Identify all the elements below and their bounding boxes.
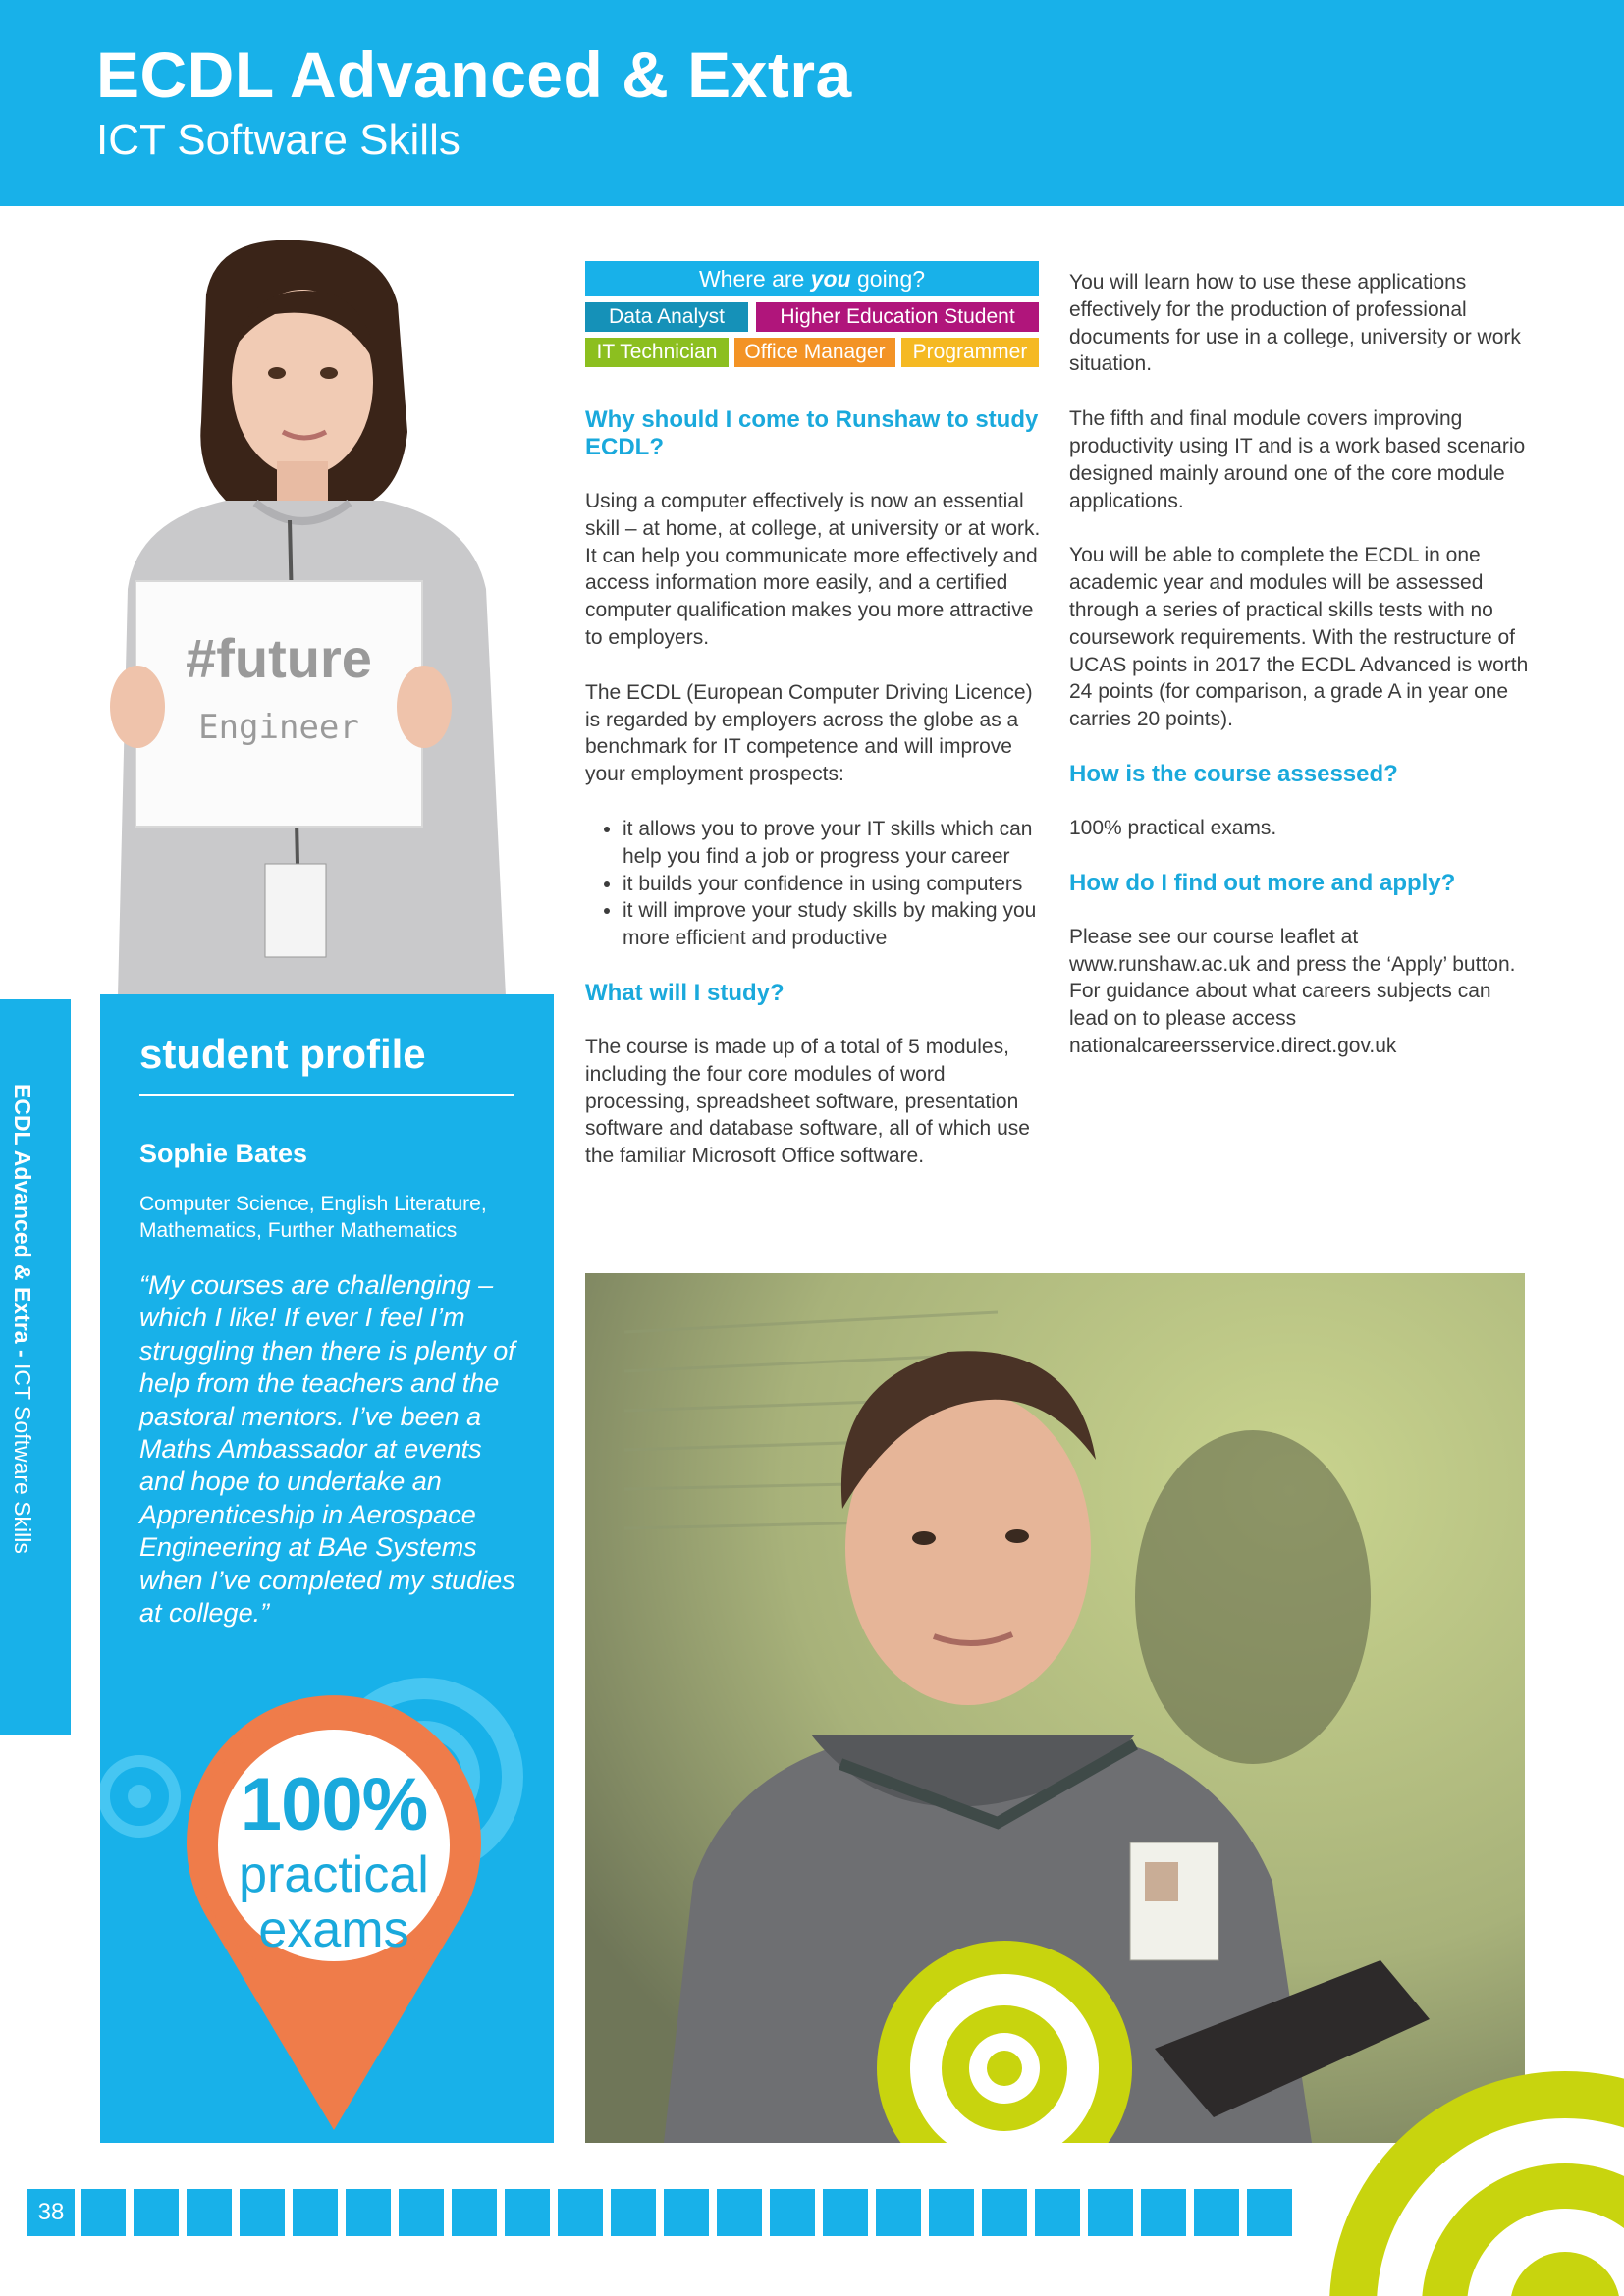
heading-why-runshaw: Why should I come to Runshaw to study ECDL? <box>585 406 1039 460</box>
footer-square <box>1194 2189 1239 2236</box>
list-item: • it allows you to prove your IT skills which can help you find a job or progress your career <box>623 816 1047 871</box>
footer-square <box>1088 2189 1133 2236</box>
footer-square <box>558 2189 603 2236</box>
footer-square <box>1035 2189 1080 2236</box>
column-left <box>585 406 1047 1198</box>
footer-square <box>770 2189 815 2236</box>
paragraph-fifth-module: The fifth and final module covers improving productivity using IT and is a work based scenario designed mainly around one of the core module applications. <box>1069 407 1526 512</box>
career-tag-programmer: Programmer <box>901 338 1039 367</box>
footer-square <box>452 2189 497 2236</box>
career-tag-higher-education-student: Higher Education Student <box>756 302 1039 332</box>
student-photo <box>59 236 569 996</box>
page-subtitle: ICT Software Skills <box>96 116 460 164</box>
heading-what-study: What will I study? <box>585 979 785 1006</box>
profile-divider <box>139 1094 514 1096</box>
heading-apply: How do I find out more and apply? <box>1069 869 1456 896</box>
profile-subjects: Computer Science, English Literature, Mathematics, Further Mathematics <box>139 1193 487 1242</box>
career-tag-data-analyst: Data Analyst <box>585 302 748 332</box>
career-tag-it-technician: IT Technician <box>585 338 729 367</box>
footer-square <box>982 2189 1027 2236</box>
badge-text-exams: exams <box>258 1901 409 1958</box>
column-right <box>1069 269 1531 1088</box>
footer-square <box>240 2189 285 2236</box>
paragraph-applications: You will learn how to use these applications effectively for the production of professional documents for use in a college, university or work situation. <box>1069 271 1521 376</box>
footer-square <box>1141 2189 1186 2236</box>
footer-square <box>717 2189 762 2236</box>
sign-text-engineer: Engineer <box>198 708 359 747</box>
page-number: 38 <box>37 2199 65 2225</box>
sign-text-future: #future <box>186 627 372 689</box>
footer-square <box>929 2189 974 2236</box>
profile-name: Sophie Bates <box>139 1139 308 1168</box>
footer-square <box>293 2189 338 2236</box>
list-item: • it will improve your study skills by making you more efficient and productive <box>623 897 1047 952</box>
footer-square <box>823 2189 868 2236</box>
footer-square <box>505 2189 550 2236</box>
paragraph-assessment: 100% practical exams. <box>1069 816 1277 839</box>
student-photo-boy <box>585 1273 1525 2143</box>
footer-square <box>187 2189 232 2236</box>
benefits-list <box>585 816 1047 952</box>
profile-quote: “My courses are challenging – which I like! If ever I feel I’m struggling then there is plenty of help from the teachers and the pastoral mentors. I’ve been a Maths Ambassador at events and hope to undertake an Apprenticeship in Aerospace Engineering at BAe Systems when I’ve completed my studies at college.” <box>139 1270 515 1629</box>
badge-percentage: 100% <box>240 1763 428 1846</box>
heading-assessed: How is the course assessed? <box>1069 760 1398 787</box>
paragraph-modules: The course is made up of a total of 5 modules, including the four core modules of word processing, spreadsheet software, presentation software and database software, all of which use the familiar Microsoft Office software. <box>585 1035 1030 1168</box>
footer-square <box>399 2189 444 2236</box>
career-tag-office-manager: Office Manager <box>734 338 895 367</box>
footer-square <box>611 2189 656 2236</box>
footer-square <box>346 2189 391 2236</box>
paragraph-ucas-points: You will be able to complete the ECDL in one academic year and modules will be assessed through a series of practical skills tests with no coursework requirements. With the restructure of UCAS points in 2017 the ECDL Advanced is worth 24 points (for comparison, a grade A in year one carries 20 points). <box>1069 544 1529 731</box>
footer-square <box>134 2189 179 2236</box>
side-label: ECDL Advanced & Extra - ICT Software Skills <box>10 1084 35 1554</box>
badge-text-practical: practical <box>239 1846 429 1903</box>
paragraph-ecdl-benchmark: The ECDL (European Computer Driving Licence) is regarded by employers across the globe as a benchmark for IT competence and will improve your employment prospects: <box>585 680 1033 786</box>
footer-square <box>876 2189 921 2236</box>
footer-square <box>81 2189 126 2236</box>
careers-heading: Where are you going? <box>585 261 1039 296</box>
profile-heading: student profile <box>139 1031 426 1077</box>
target-decoration-icon <box>1261 2061 1624 2296</box>
page-title: ECDL Advanced & Extra <box>96 38 852 111</box>
paragraph-apply-info: Please see our course leaflet at www.runshaw.ac.uk and press the ‘Apply’ button. For guidance about what careers subjects can lead on to please access nationalcareersservice.direct.gov.uk <box>1069 925 1516 1057</box>
list-item: • it builds your confidence in using computers <box>623 871 1047 898</box>
footer-square <box>664 2189 709 2236</box>
paragraph-computer-skills: Using a computer effectively is now an essential skill – at home, at college, at university or at work. It can help you communicate more effectively and access information more easily, and a certified computer qualification makes you more attractive to employers. <box>585 490 1041 649</box>
